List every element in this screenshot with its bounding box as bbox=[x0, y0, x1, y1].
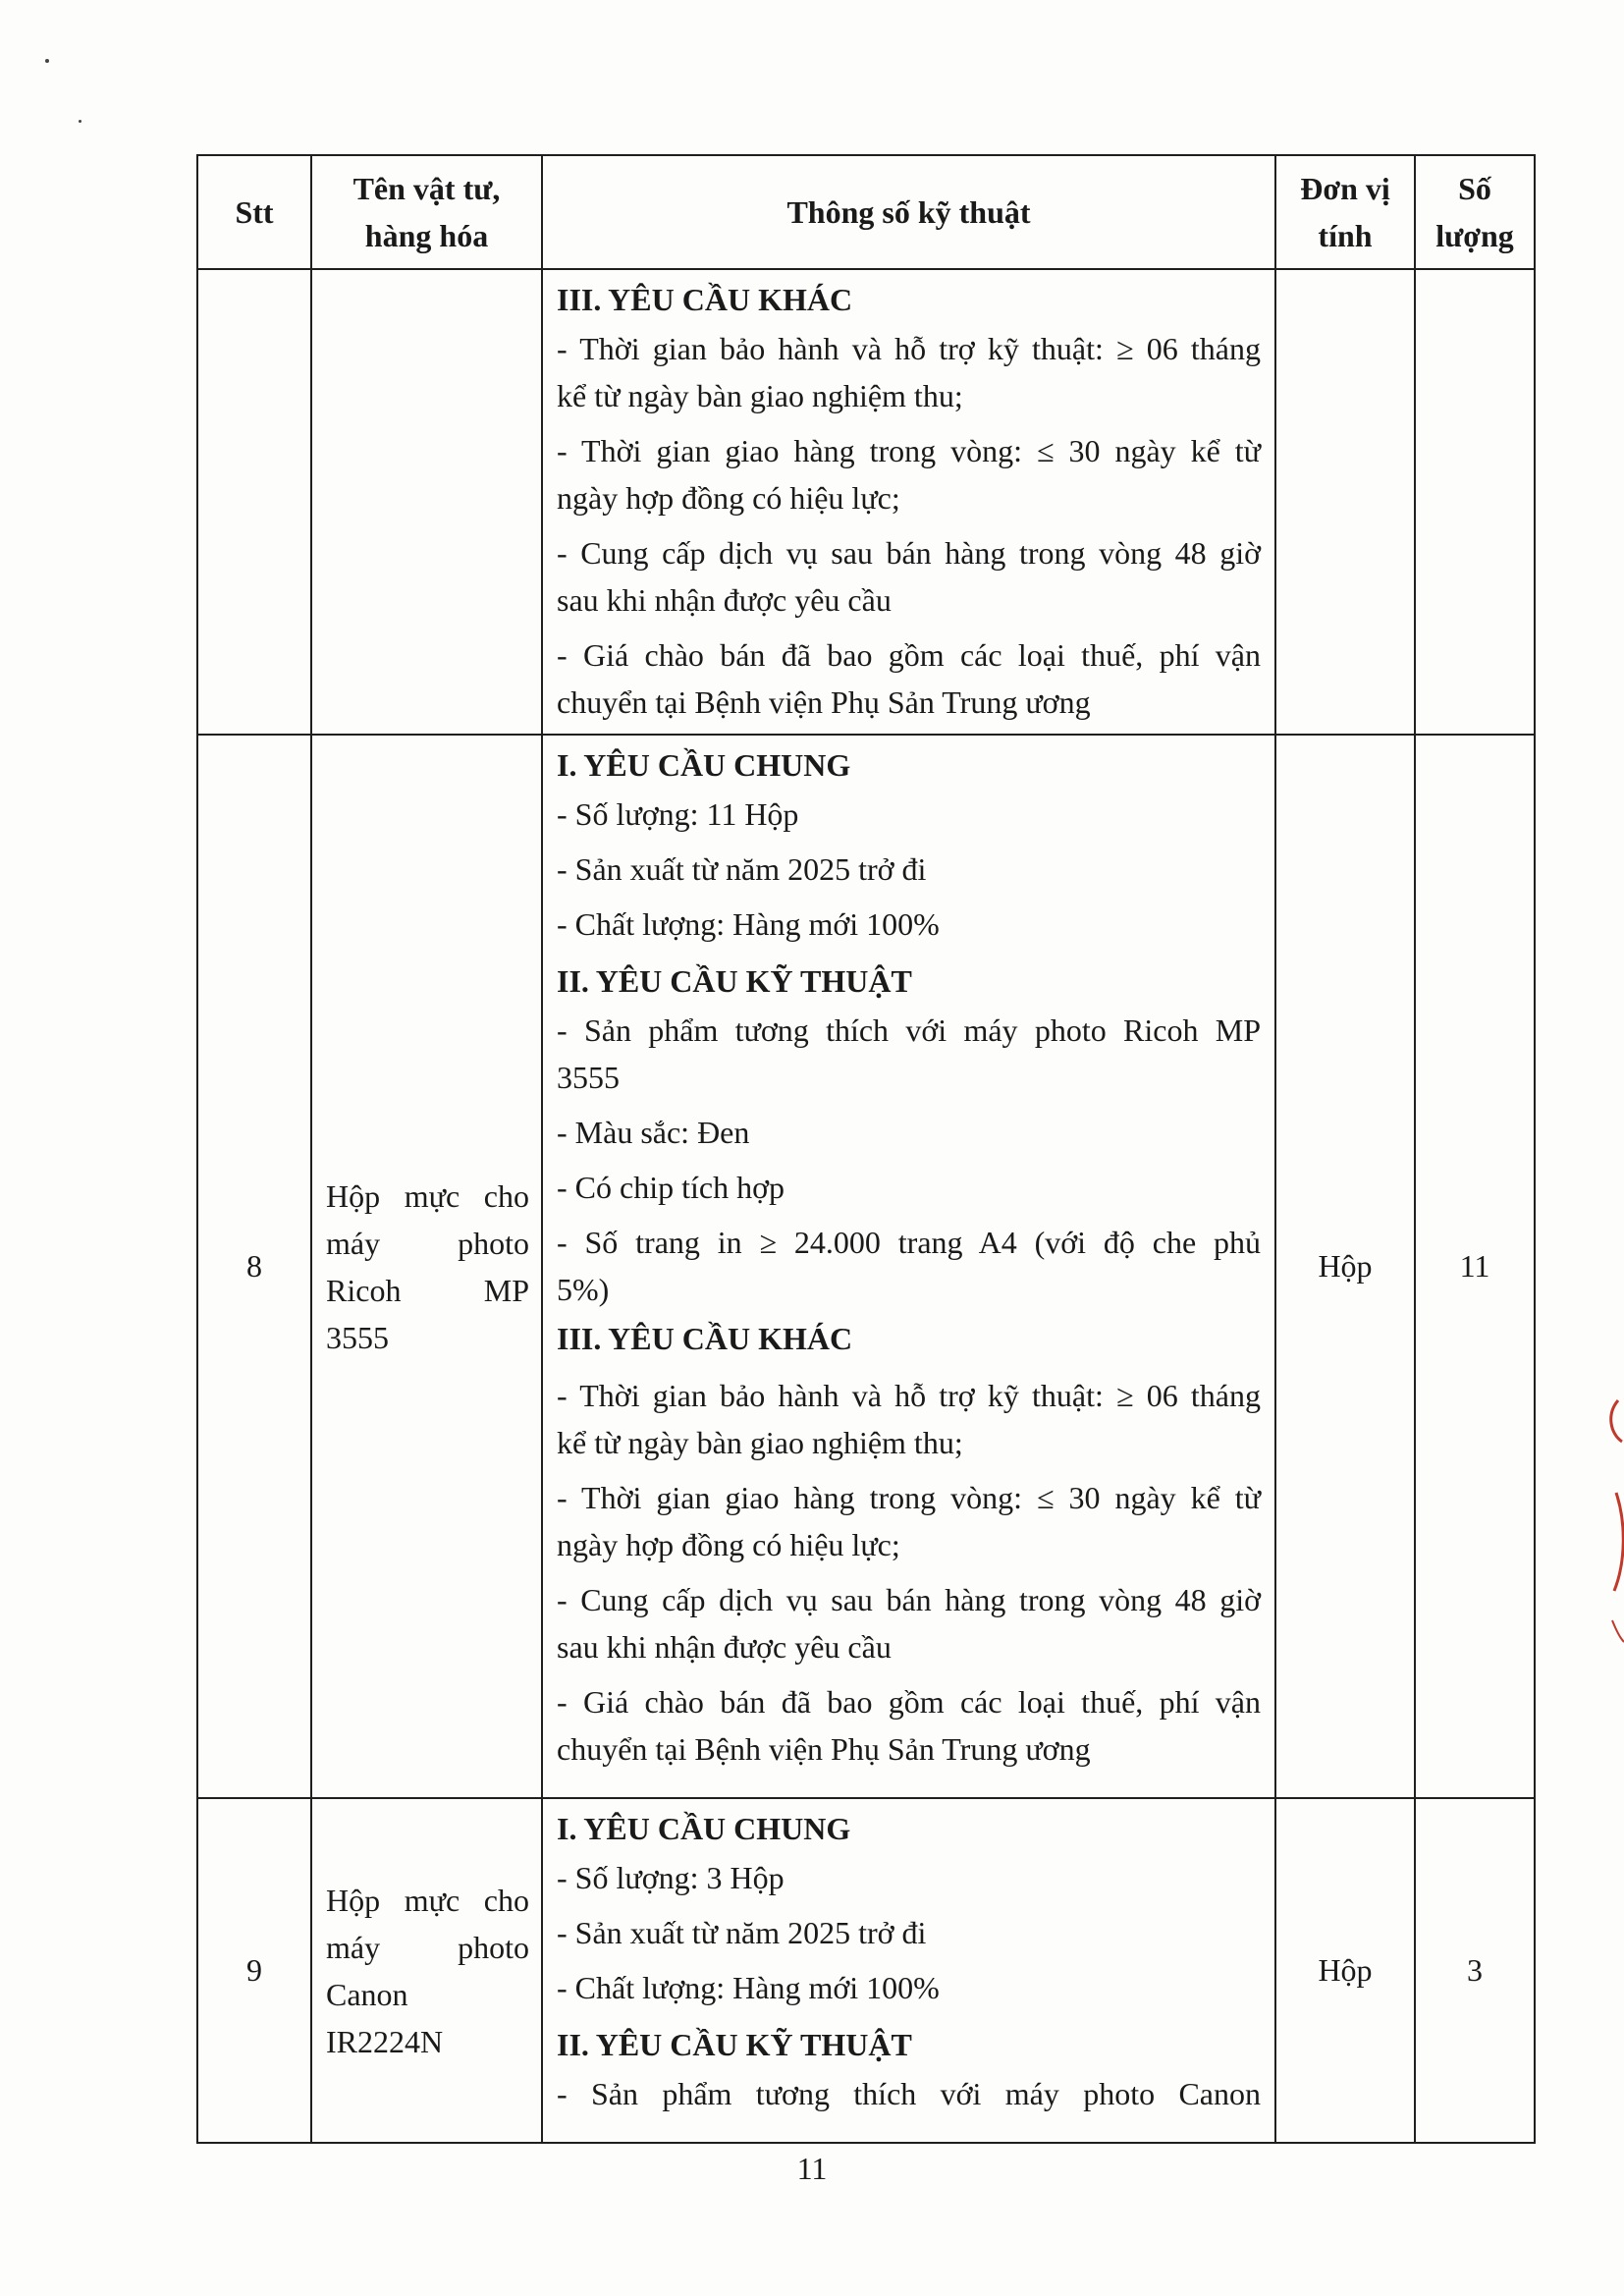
cell-qty-empty bbox=[1415, 269, 1535, 735]
section-heading: III. YÊU CẦU KHÁC bbox=[557, 282, 853, 317]
header-qty-line: Số bbox=[1458, 171, 1491, 206]
spec-item: - Thời gian bảo hành và hỗ trợ kỹ thuật: ≥ 06 tháng kể từ ngày bàn giao nghiệm thu; bbox=[557, 1378, 1261, 1460]
spec-item: - Giá chào bán đã bao gồm các loại thuế, phí vận chuyển tại Bệnh viện Phụ Sản Trung ương bbox=[557, 1684, 1261, 1767]
spec-item: - Có chip tích hợp bbox=[557, 1170, 785, 1205]
spec-item: - Số lượng: 3 Hộp bbox=[557, 1860, 785, 1895]
spec-item: - Thời gian bảo hành và hỗ trợ kỹ thuật: ≥ 06 tháng kể từ ngày bàn giao nghiệm thu; bbox=[557, 331, 1261, 413]
cell-spec bbox=[542, 269, 1275, 735]
section-heading: II. YÊU CẦU KỸ THUẬT bbox=[557, 963, 912, 999]
spec-item: - Cung cấp dịch vụ sau bán hàng trong vòng 48 giờ sau khi nhận được yêu cầu bbox=[557, 1582, 1261, 1665]
cell-item-name: Hộp mực cho máy photo Ricoh MP 3555 bbox=[311, 735, 542, 1798]
header-row bbox=[197, 155, 1535, 269]
header-name bbox=[311, 155, 542, 269]
cell-unit: Hộp bbox=[1275, 735, 1415, 1798]
scan-speck bbox=[79, 120, 81, 123]
section-heading: I. YÊU CẦU CHUNG bbox=[557, 747, 851, 783]
spec-item: - Số trang in ≥ 24.000 trang A4 (với độ che phủ 5%) bbox=[557, 1225, 1261, 1307]
header-qty bbox=[1415, 155, 1535, 269]
cell-unit-empty bbox=[1275, 269, 1415, 735]
table-row-continued bbox=[197, 269, 1535, 735]
header-name-line: Tên vật tư, bbox=[352, 171, 501, 206]
section-heading: I. YÊU CẦU CHUNG bbox=[557, 1811, 851, 1846]
table-row-8 bbox=[197, 735, 1535, 1798]
cell-qty: 3 bbox=[1415, 1798, 1535, 2143]
header-unit-line: Đơn vị bbox=[1300, 171, 1390, 206]
scan-speck bbox=[45, 59, 49, 63]
spec-item: - Sản xuất từ năm 2025 trở đi bbox=[557, 1915, 927, 1950]
spec-item: - Sản phẩm tương thích với máy photo Canon bbox=[557, 2076, 1261, 2111]
section-heading: III. YÊU CẦU KHÁC bbox=[557, 1321, 853, 1356]
cell-name-empty bbox=[311, 269, 542, 735]
spec-item: - Màu sắc: Đen bbox=[557, 1115, 750, 1150]
spec-item: - Sản xuất từ năm 2025 trở đi bbox=[557, 851, 927, 887]
page-number: 11 bbox=[796, 2151, 828, 2186]
spec-table bbox=[196, 154, 1536, 2144]
header-qty-line: lượng bbox=[1435, 218, 1514, 253]
spec-item: - Chất lượng: Hàng mới 100% bbox=[557, 1970, 940, 2005]
header-unit-line: tính bbox=[1318, 218, 1373, 253]
cell-stt: 9 bbox=[197, 1798, 311, 2143]
header-name-line: hàng hóa bbox=[364, 218, 489, 253]
spec-item: - Sản phẩm tương thích với máy photo Ricoh MP 3555 bbox=[557, 1012, 1261, 1095]
spec-item: - Giá chào bán đã bao gồm các loại thuế, phí vận chuyển tại Bệnh viện Phụ Sản Trung ương bbox=[557, 637, 1261, 720]
cell-item-name: Hộp mực cho máy photo Canon IR2224N bbox=[311, 1798, 542, 2143]
spec-item: - Chất lượng: Hàng mới 100% bbox=[557, 906, 940, 942]
cell-stt: 8 bbox=[197, 735, 311, 1798]
table-row-9 bbox=[197, 1798, 1535, 2143]
header-spec: Thông số kỹ thuật bbox=[542, 155, 1275, 269]
cell-spec bbox=[542, 1798, 1275, 2143]
spec-item: - Số lượng: 11 Hộp bbox=[557, 796, 799, 832]
header-unit bbox=[1275, 155, 1415, 269]
spec-item: - Thời gian giao hàng trong vòng: ≤ 30 ngày kể từ ngày hợp đồng có hiệu lực; bbox=[557, 433, 1261, 516]
cell-unit: Hộp bbox=[1275, 1798, 1415, 2143]
cell-spec bbox=[542, 735, 1275, 1798]
spec-item: - Cung cấp dịch vụ sau bán hàng trong vòng 48 giờ sau khi nhận được yêu cầu bbox=[557, 535, 1261, 618]
stamp-fragment-icon bbox=[1597, 1394, 1624, 1650]
cell-qty: 11 bbox=[1415, 735, 1535, 1798]
spec-item: - Thời gian giao hàng trong vòng: ≤ 30 ngày kể từ ngày hợp đồng có hiệu lực; bbox=[557, 1480, 1261, 1562]
cell-stt-empty bbox=[197, 269, 311, 735]
header-stt: Stt bbox=[197, 155, 311, 269]
section-heading: II. YÊU CẦU KỸ THUẬT bbox=[557, 2027, 912, 2062]
